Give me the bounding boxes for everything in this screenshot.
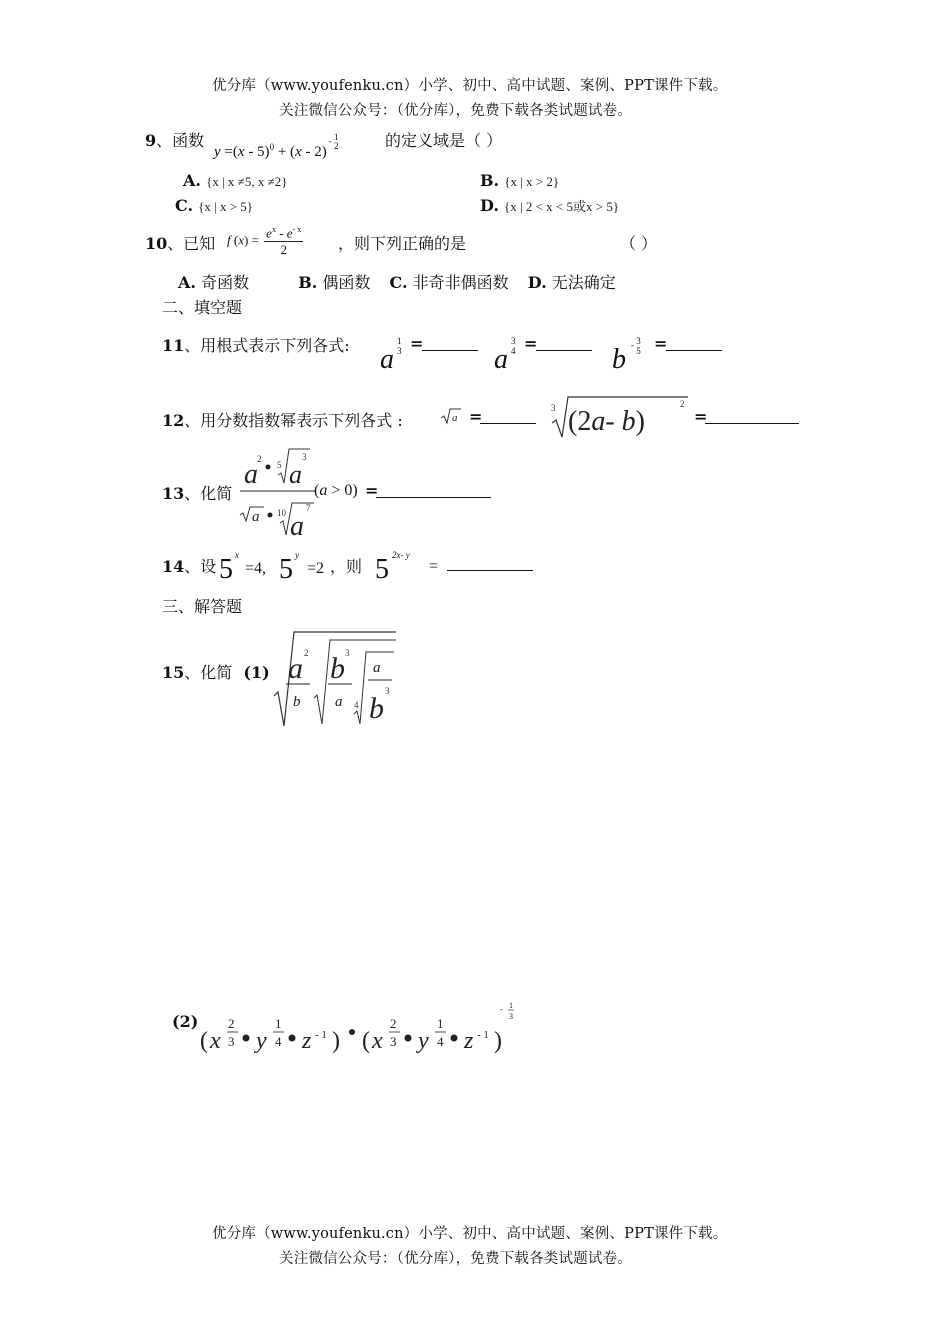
question-15-number: 15: [162, 663, 185, 682]
nested-radical: [272, 628, 402, 728]
answer-blank[interactable]: [422, 336, 478, 351]
answer-blank[interactable]: [666, 336, 722, 351]
svg-text:x: x: [372, 1028, 383, 1054]
svg-text:3: 3: [509, 1012, 513, 1021]
svg-text:3: 3: [385, 686, 390, 696]
svg-text:- 1: - 1: [477, 1029, 489, 1041]
svg-text:10: 10: [277, 508, 286, 518]
question-10: [145, 225, 705, 271]
answer-blank[interactable]: [705, 409, 799, 424]
question-13: [162, 481, 232, 504]
svg-text:x: x: [210, 1028, 221, 1054]
question-9-formula: y =(x - 5)$^0$ + (x - 2)$^{- 1 2}$: [214, 131, 339, 160]
svg-text:5: 5: [277, 460, 282, 470]
q14-expression: 5 x =4, 5 y =2 ，则 5 2x- y =: [219, 548, 539, 588]
svg-text:b: b: [330, 652, 345, 685]
q15-expression-2: [200, 998, 560, 1058]
option-text: {x | x > 5}: [198, 199, 254, 214]
answer-blank[interactable]: [536, 336, 592, 351]
option-text: {x | x ≠5, x ≠2}: [206, 174, 288, 189]
svg-text:2: 2: [228, 1016, 235, 1031]
svg-text:a: a: [288, 652, 303, 685]
q12-expr-2: 3 (2a- b) 2 =: [548, 393, 800, 441]
cube-root-2a-minus-b-squared: [548, 393, 698, 439]
header-line-2: 关注微信公众号：（优分库），免费下载各类试题试卷。: [279, 103, 632, 119]
q11-expr-1: a 1 3 =: [380, 336, 480, 380]
question-10-number: 10: [145, 234, 168, 253]
svg-text:z: z: [464, 1028, 474, 1054]
question-13-text: 、化简: [184, 484, 233, 503]
question-11: [162, 333, 350, 356]
q13-expression: a 2 5 a 3 a 10 a 7 (a > 0) =: [240, 445, 500, 541]
svg-text:4: 4: [437, 1034, 444, 1049]
q9-option-a[interactable]: A. {x | x ≠5, x ≠2}: [183, 171, 288, 190]
answer-blank[interactable]: [376, 483, 491, 498]
svg-text:2: 2: [304, 648, 309, 658]
question-9: [145, 128, 745, 162]
svg-text:a: a: [290, 511, 304, 542]
answer-blank[interactable]: [480, 409, 536, 424]
footer-line-1: 优分库（www.youfenku.cn）小学、初中、高中试题、案例、PPT课件下载。: [212, 1226, 728, 1242]
option-text: {x | x > 2}: [504, 174, 560, 189]
q10-options: [178, 270, 616, 293]
svg-text:2: 2: [680, 399, 685, 409]
svg-text:a: a: [335, 694, 343, 710]
section-solve: 三、解答题: [162, 597, 243, 616]
svg-text:2: 2: [257, 454, 262, 464]
option-letter: D: [480, 196, 494, 215]
sqrt-a: [441, 407, 461, 425]
question-13-number: 13: [162, 484, 185, 503]
question-14: [162, 554, 216, 577]
option-letter: A: [183, 171, 196, 190]
svg-text:3: 3: [345, 648, 350, 658]
answer-blank[interactable]: [447, 556, 533, 571]
svg-text:2: 2: [390, 1016, 397, 1031]
question-9-number: 9: [145, 131, 157, 150]
svg-text:(2a- b): (2a- b): [568, 406, 645, 437]
svg-text:1: 1: [437, 1016, 444, 1031]
question-15-part-1: (1): [243, 663, 270, 682]
svg-text:a: a: [289, 460, 302, 489]
svg-text:a: a: [252, 509, 260, 525]
question-15: [162, 660, 270, 683]
question-10-tail: ，则下列正确的是: [338, 234, 467, 253]
q11-expr-2: a 3 4 =: [494, 336, 594, 380]
svg-text:(: (: [362, 1028, 370, 1054]
question-10-formula: f (x) = $\frac{e^x - e^{- x}}{2}$: [227, 225, 302, 258]
svg-text:4: 4: [275, 1034, 282, 1049]
svg-text:3: 3: [228, 1034, 235, 1049]
svg-text:b: b: [293, 694, 301, 710]
q9-option-b[interactable]: B. {x | x > 2}: [480, 171, 560, 190]
option-text: {x | 2 < x < 5或x > 5}: [503, 199, 620, 214]
question-12-text: 、用分数指数幂表示下列各式 :: [184, 411, 403, 430]
svg-text:b: b: [369, 692, 384, 725]
question-14-lead: 、设: [184, 557, 217, 576]
q12-expr-1: a =: [441, 405, 541, 433]
svg-text:): ): [494, 1028, 502, 1054]
svg-text:3: 3: [302, 452, 307, 462]
option-letter: C: [175, 196, 188, 215]
q11-expr-3: b - 3 5 =: [612, 336, 724, 380]
q10-option-c[interactable]: C. 非奇非偶函数: [389, 273, 509, 292]
power-product: [200, 998, 560, 1058]
svg-text:(: (: [200, 1028, 208, 1054]
svg-text:- 1: - 1: [315, 1029, 327, 1041]
question-10-paren: （ ）: [620, 234, 658, 253]
svg-text:y: y: [256, 1028, 267, 1054]
svg-text:): ): [332, 1028, 340, 1054]
svg-text:3: 3: [551, 403, 556, 413]
section-fill-in: 二、填空题: [162, 298, 243, 317]
svg-text:a: a: [244, 459, 258, 490]
svg-text:z: z: [302, 1028, 312, 1054]
question-12-number: 12: [162, 411, 185, 430]
question-10-lead: 、已知: [167, 234, 216, 253]
header-line-1: 优分库（www.youfenku.cn）小学、初中、高中试题、案例、PPT课件下载。: [212, 78, 728, 94]
question-9-tail: 的定义域是（ ）: [385, 131, 503, 150]
q9-option-d[interactable]: D. {x | 2 < x < 5或x > 5}: [480, 196, 620, 215]
svg-text:4: 4: [354, 700, 359, 710]
question-9-lead: 、函数: [156, 131, 205, 150]
question-15-text: 、化简: [184, 663, 233, 682]
question-11-text: 、用根式表示下列各式:: [184, 336, 350, 355]
svg-text:7: 7: [306, 503, 311, 513]
question-11-number: 11: [162, 336, 185, 355]
q9-option-c[interactable]: C. {x | x > 5}: [175, 196, 254, 215]
svg-text:y: y: [418, 1028, 429, 1054]
question-12: [162, 408, 403, 431]
q13-fraction: [240, 445, 320, 541]
svg-text:a: a: [452, 412, 458, 424]
q15-expression-1: [272, 628, 402, 728]
question-15-part-2: (2): [172, 1012, 199, 1031]
svg-text:3: 3: [390, 1034, 397, 1049]
q10-option-b[interactable]: B. 偶函数: [298, 273, 371, 292]
q10-option-a[interactable]: A. 奇函数: [178, 273, 250, 292]
option-letter: B: [480, 171, 494, 190]
q10-option-d[interactable]: D. 无法确定: [527, 273, 616, 292]
footer-line-2: 关注微信公众号：（优分库），免费下载各类试题试卷。: [279, 1251, 632, 1267]
question-14-number: 14: [162, 557, 185, 576]
svg-text:-: -: [500, 1005, 503, 1014]
svg-text:1: 1: [275, 1016, 282, 1031]
svg-text:a: a: [373, 660, 381, 676]
svg-text:1: 1: [509, 1001, 513, 1010]
